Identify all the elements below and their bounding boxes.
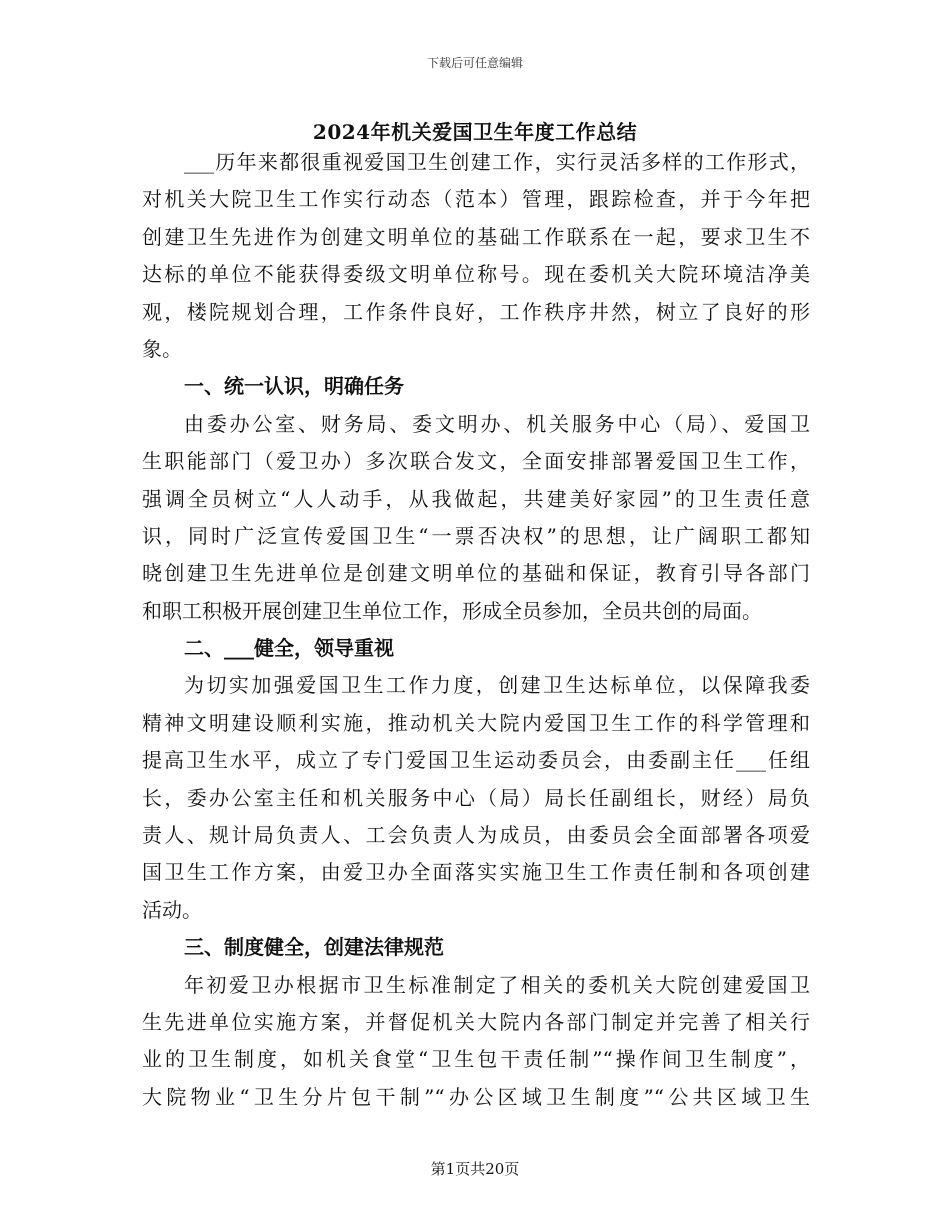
section-heading: 一、统一认识，明确任务 [184, 374, 404, 399]
paragraph-line: 识，同时广泛宣传爱国卫生“一票否决权”的思想，让广阔职工都知 [142, 523, 810, 548]
paragraph-line: 观，楼院规划合理，工作条件良好，工作秩序井然，树立了良好的形 [142, 299, 810, 324]
paragraph-line: 生先进单位实施方案，并督促机关大院内各部门制定并完善了相关行 [142, 1009, 810, 1034]
paragraph-line: 象。 [142, 336, 182, 361]
paragraph-line: 晓创建卫生先进单位是创建文明单位的基础和保证，教育引导各部门 [142, 561, 810, 586]
paragraph-line: 提高卫生水平，成立了专门爱国卫生运动委员会，由委副主任___任组 [142, 748, 810, 773]
paragraph-line: 活动。 [142, 897, 202, 922]
page-footer: 第1页共20页 [430, 1160, 520, 1178]
paragraph-line: 为切实加强爱国卫生工作力度，创建卫生达标单位，以保障我委 [184, 673, 810, 698]
paragraph-line: 精神文明建设顺利实施，推动机关大院内爱国卫生工作的科学管理和 [142, 710, 810, 735]
paragraph-line: 达标的单位不能获得委级文明单位称号。现在委机关大院环境洁净美 [142, 262, 810, 287]
page-header: 下载后可任意编辑 [426, 56, 523, 70]
paragraph-line: 对机关大院卫生工作实行动态（范本）管理，跟踪检查，并于今年把 [142, 187, 810, 212]
paragraph-line: 国卫生工作方案，由爱卫办全面落实实施卫生工作责任制和各项创建 [142, 860, 810, 885]
paragraph-line: 年初爱卫办根据市卫生标准制定了相关的委机关大院创建爱国卫 [184, 972, 810, 997]
paragraph-line: 由委办公室、财务局、委文明办、机关服务中心（局）、爱国卫 [184, 411, 810, 436]
paragraph-line: 强调全员树立“人人动手，从我做起，共建美好家园”的卫生责任意 [142, 486, 810, 511]
section-heading: 二、___健全，领导重视 [184, 636, 394, 661]
paragraph-line: 和职工积极开展创建卫生单位工作，形成全员参加，全员共创的局面。 [142, 598, 762, 623]
document-title: 2024年机关爱国卫生年度工作总结 [312, 120, 638, 144]
paragraph-line: 责人、规计局负责人、工会负责人为成员，由委员会全面部署各项爱 [142, 823, 810, 848]
paragraph-line: 长，委办公室主任和机关服务中心（局）局长任副组长，财经）局负 [142, 785, 810, 810]
section-heading: 三、制度健全，创建法律规范 [184, 935, 444, 960]
paragraph-line: ___历年来都很重视爱国卫生创建工作，实行灵活多样的工作形式， [184, 150, 810, 174]
paragraph-line: 创建卫生先进作为创建文明单位的基础工作联系在一起，要求卫生不 [142, 224, 810, 249]
paragraph-line: 业的卫生制度，如机关食堂“卫生包干责任制”“操作间卫生制度”， [142, 1047, 810, 1072]
paragraph-line: 大院物业“卫生分片包干制”“办公区域卫生制度”“公共区域卫生 [142, 1084, 810, 1109]
paragraph-line: 生职能部门（爱卫办）多次联合发文，全面安排部署爱国卫生工作， [142, 449, 810, 474]
document-body [142, 144, 810, 1116]
